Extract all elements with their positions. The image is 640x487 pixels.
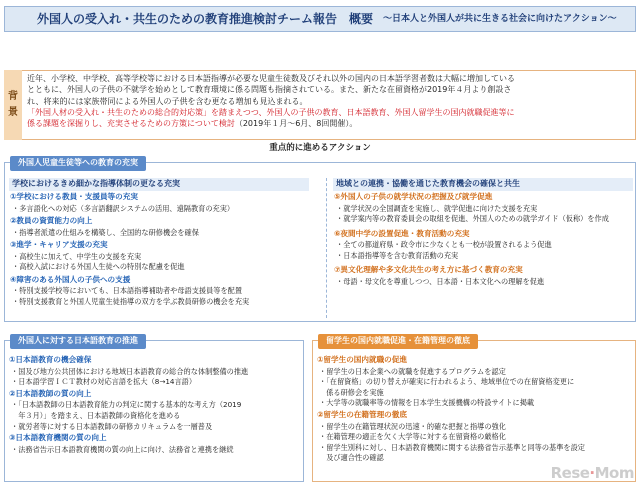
background-label-char-1: 背 — [8, 91, 18, 102]
title-bar — [4, 6, 636, 32]
children-education-tab: 外国人児童生徒等への教育の充実 — [10, 156, 146, 171]
item-heading: ①日本語教育の機会確保 — [9, 355, 92, 364]
background-line-2: とともに、外国人の子供の不就学を始めとして教育環境に係る問題も指摘されている。また、新たな在留資格が2019年４月より創設さ — [27, 85, 512, 95]
item-heading: ③日本語教育機関の質の向上 — [9, 433, 107, 443]
item-line: 年３月）」を踏まえ、日本語教師の資格化を進める — [11, 411, 181, 420]
item-line: ・就労者等に対する日本語教師の研修カリキュラムを一層普及 — [11, 421, 213, 431]
page-title: 外国人の受入れ・共生のための教育推進検討チーム報告 概要 — [37, 11, 374, 26]
actions-heading: 重点的に進めるアクション — [269, 143, 371, 153]
background-label — [4, 70, 22, 140]
item-heading: ⑤外国人の子供の就学状況の把握及び就学促進 — [334, 192, 493, 201]
japanese-education-tab: 外国人に対する日本語教育の推進 — [10, 334, 146, 349]
item-line: ・大学等の就職率等の情報を日本学生支援機構の特設サイトに掲載 — [319, 398, 535, 408]
item-heading: ①留学生の国内就職の促進 — [317, 355, 407, 364]
item-line: ・指導者派遣の仕組みを構築し、全国的な研修機会を確保 — [12, 227, 199, 237]
item-heading: ①学校における教員・支援員等の充実 — [10, 192, 138, 201]
background-line-5-red: 係る課題を深掘りし、充実させるための方策について検討 — [27, 119, 235, 129]
resemom-watermark — [551, 463, 634, 483]
item-heading: ②留学生の在籍管理の徹底 — [317, 410, 407, 419]
background-line-1: 近年、小学校、中学校、高等学校等における日本語指導が必要な児童生徒数及びそれ以外の国内の日本語学習者数は大幅に増加している — [27, 74, 515, 83]
background-line-5-rest: （2019年１月～6月、8回開催）。 — [234, 119, 358, 129]
watermark-left: Rese — [550, 463, 590, 482]
item-line: ・留学生別科に対し、日本語教育機関に関する法務省告示基準と同等の基準を設定 — [319, 442, 585, 452]
community-cooperation-heading: 地域との連携・協働を通じた教育機会の確保と共生 — [333, 178, 633, 191]
item-line: ・「在留資格」の切り替えが確実に行われるよう、地域単位での在留資格変更に — [319, 377, 575, 387]
item-line: 係る研修会を実施 — [319, 387, 384, 397]
item-heading: ⑥夜間中学の設置促進・教育活動の充実 — [334, 228, 470, 238]
item-line: ・多言語化への対応（多言語翻訳システムの活用、遠隔教育の充実） — [12, 203, 235, 213]
item-line: 及び適合性の確認 — [319, 453, 384, 463]
item-line: ・国及び地方公共団体における地域日本語教育の総合的な体制整備の推進 — [11, 366, 249, 376]
item-heading: ②日本語教師の質の向上 — [9, 388, 92, 398]
item-line: ・在籍管理の適正を欠く大学等に対する在留資格の厳格化 — [319, 432, 506, 442]
watermark-dot: · — [589, 463, 595, 482]
item-line: ・留学生の在籍管理状況の迅速・的確な把握と指導の強化 — [319, 421, 506, 431]
item-line: ・就学状況の全国調査を実施し、就学促進に向けた支援を充実 — [336, 203, 538, 213]
background-line-5 — [27, 118, 633, 129]
school-support-heading: 学校におけるきめ細かな指導体制の更なる充実 — [9, 178, 309, 191]
international-students-tab: 留学生の国内就職促進・在籍管理の徹底 — [318, 334, 478, 349]
background-label-char-2: 景 — [8, 107, 18, 118]
watermark-right: Mom — [594, 463, 634, 482]
item-line: ・特別支援学校等においても、日本語指導補助者や母語支援員等を配置 — [12, 286, 243, 295]
item-line: ・母語・母文化を尊重しつつ、日本語・日本文化への理解を促進 — [336, 276, 545, 286]
item-line: ・日本語学習ＩＣＴ教材の対応言語を拡大（8→14言語） — [11, 377, 197, 387]
item-line: ・全ての都道府県・政令市に少なくとも一校が設置されるよう促進 — [336, 240, 552, 249]
background-line-4: 「外国人材の受入れ・共生のための総合的対応策」を踏まえつつ、外国人の子供の教育、日本語教育、外国人留学生の国内就職促進等に — [27, 108, 515, 118]
page-subtitle: ～日本人と外国人が共に生きる社会に向けたアクション～ — [383, 13, 617, 24]
background-line-3: れ、将来的には家族帯同による外国人の子供を含む更なる増加も見込まれる。 — [27, 96, 308, 106]
section-divider — [326, 178, 327, 318]
item-line: ・日本語指導等を含む教育活動の充実 — [336, 250, 459, 260]
item-heading: ⑦異文化理解や多文化共生の考え方に基づく教育の充実 — [334, 265, 523, 274]
item-line: ・就学案内等の教育委員会の取組を促進、外国人のための就学ガイド（仮称）を作成 — [336, 214, 609, 223]
item-line: ・高校生に加えて、中学生の支援を充実 — [12, 251, 142, 261]
item-heading: ③進学・キャリア支援の充実 — [10, 240, 108, 249]
item-line: ・留学生の日本企業への就職を促進するプログラムを認定 — [319, 366, 506, 376]
item-heading: ④障害のある外国人の子供への支援 — [10, 274, 131, 284]
item-heading: ②教員の資質能力の向上 — [10, 216, 93, 225]
item-line: ・高校入試における外国人生徒への特別な配慮を促進 — [12, 262, 185, 271]
item-line: ・「日本語教師の日本語教育能力の判定に関する基本的な考え方（2019 — [11, 400, 242, 410]
background-text — [27, 73, 633, 130]
item-line: ・法務省告示日本語教育機関の質の向上に向け、法務省と連携を継続 — [11, 444, 234, 454]
item-line: ・特別支援教育と外国人児童生徒指導の双方を学ぶ教員研修の機会を充実 — [12, 296, 250, 306]
